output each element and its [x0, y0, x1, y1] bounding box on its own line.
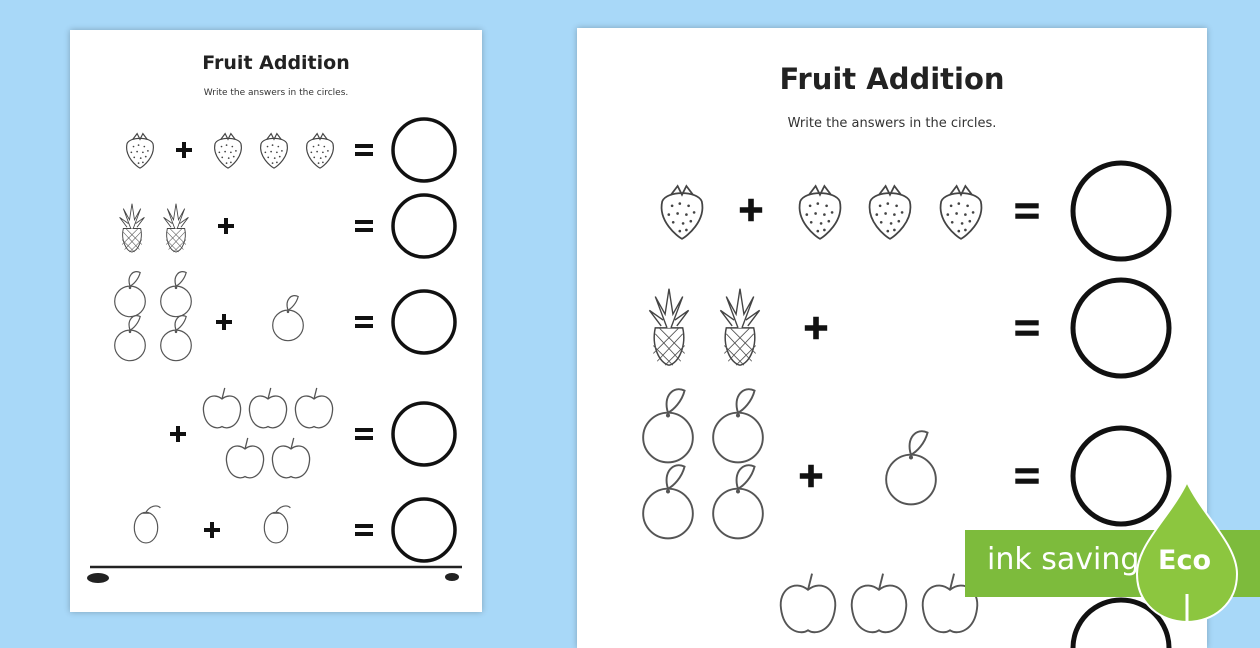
answer-circle[interactable] [393, 119, 455, 181]
eco-label: Eco [1158, 545, 1211, 576]
worksheet-title: Fruit Addition [779, 62, 1005, 96]
answer-circle[interactable] [393, 291, 455, 353]
ink-saving-badge [965, 482, 1260, 630]
worksheet-title: Fruit Addition [202, 52, 350, 74]
problem-row-pineapple [120, 195, 455, 257]
problem-row-apple [170, 388, 455, 478]
publisher-logo-icon [445, 573, 459, 581]
answer-circle[interactable] [1073, 163, 1169, 259]
answer-circle[interactable] [1073, 280, 1169, 376]
answer-circle[interactable] [393, 403, 455, 465]
worksheet-subtitle: Write the answers in the circles. [203, 88, 349, 98]
ink-saving-label: ink saving [987, 542, 1140, 577]
problem-row-strawberry [662, 163, 1169, 259]
problem-row-strawberry [127, 119, 455, 181]
twinkl-logo-icon [87, 573, 109, 583]
worksheet-subtitle: Write the answers in the circles. [787, 116, 997, 131]
problem-row-lemon [134, 499, 455, 561]
worksheet-small [70, 30, 482, 612]
worksheet-footer [87, 567, 462, 583]
problem-row-orange [115, 272, 455, 361]
worksheet-small-problems [70, 30, 482, 612]
problem-row-pineapple [649, 280, 1169, 376]
answer-circle[interactable] [393, 499, 455, 561]
answer-circle[interactable] [393, 195, 455, 257]
